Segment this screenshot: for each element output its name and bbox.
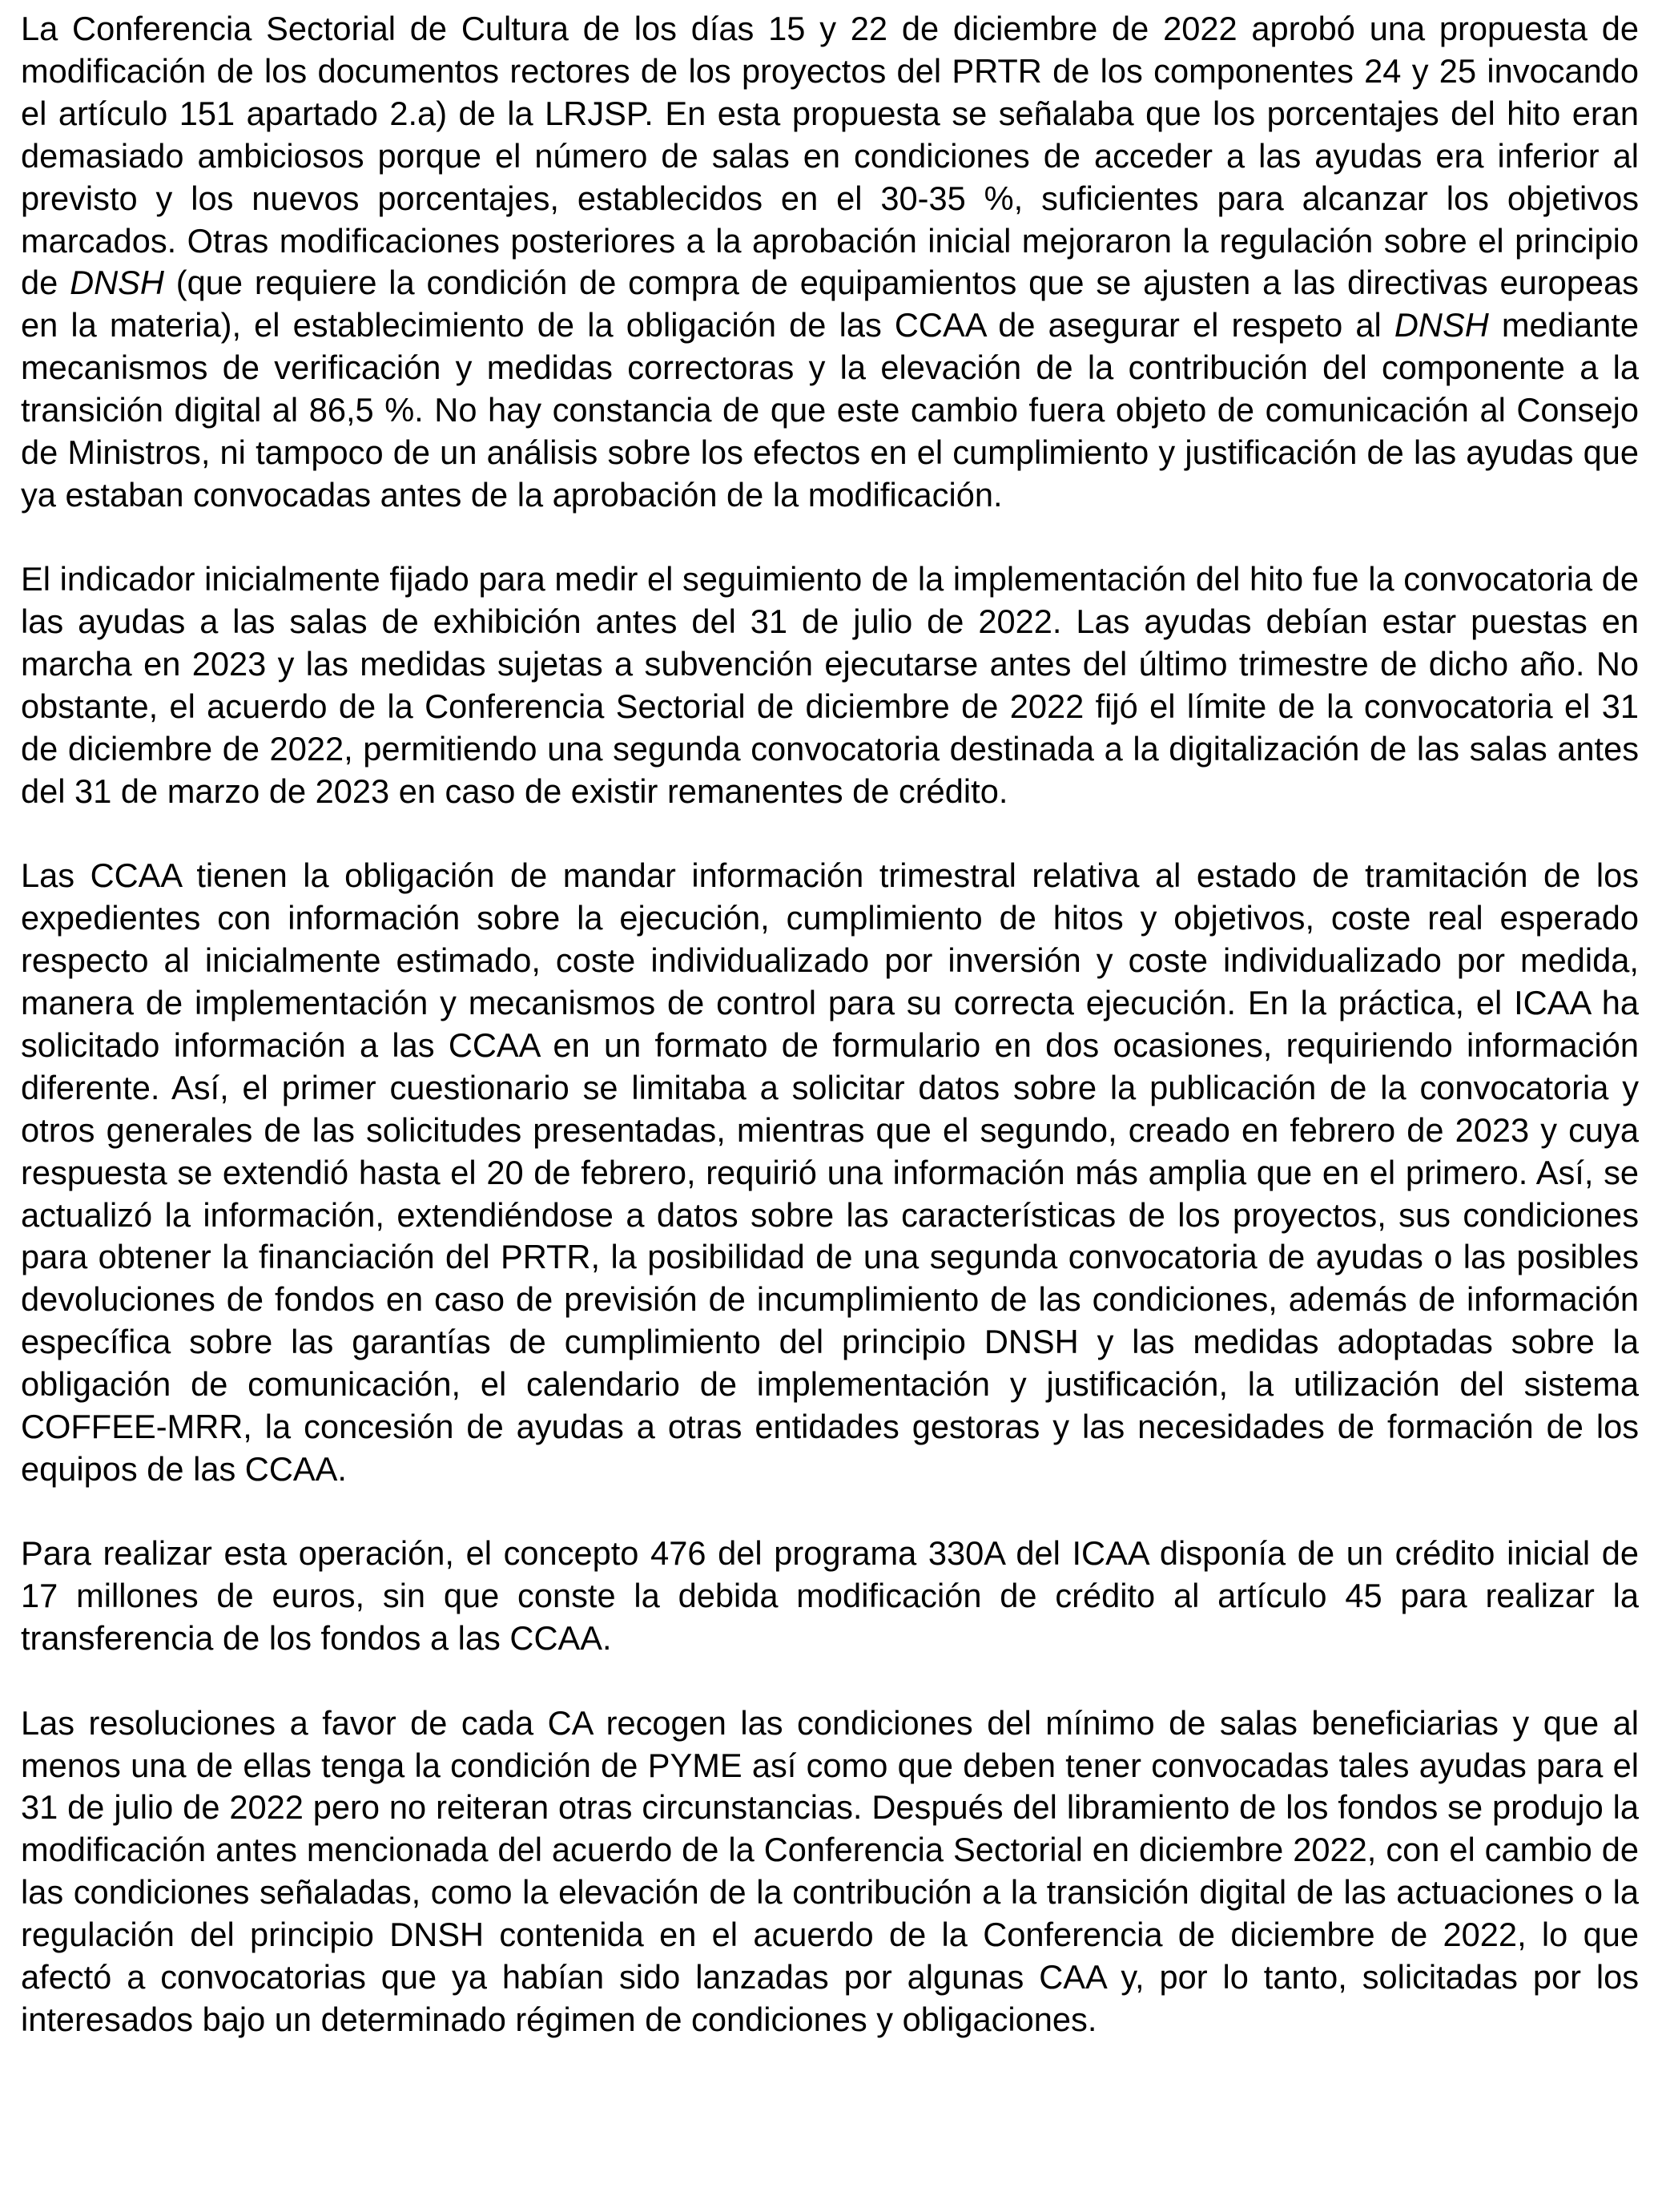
text-segment: La Conferencia Sectorial de Cultura de los días 15 y 22 de diciembre de 2022 aprobó una propuesta de modificación de los documentos rectores de los proyectos del PRTR de los componentes 24 y 25 invocando el artículo 151 apartado 2.a) de la LRJSP. En esta propuesta se señalaba que los porcentajes del hito eran demasiado ambiciosos porque el número de salas en condiciones de acceder a las ayudas era inferior al previsto y los nuevos porcentajes, establecidos en el 30-35 %, suficientes para alcanzar los objetivos marcados. Otras modificaciones posteriores a la aprobación inicial mejoraron la regulación sobre el principio de [21,10,1639,302]
paragraph-credito [21,1533,1639,1660]
paragraph-indicador [21,558,1639,812]
paragraph-conferencia-sectorial [21,8,1639,517]
paragraph-resoluciones [21,1702,1639,2041]
text-segment-italic: DNSH [1394,306,1489,344]
text-segment-italic: DNSH [70,264,164,302]
document-page [21,8,1639,2041]
paragraph-obligacion-ccaa [21,855,1639,1491]
text-segment: Para realizar esta operación, el concepto 476 del programa 330A del ICAA disponía de un crédito inicial de 17 millones de euros, sin que conste la debida modificación de crédito al artículo 45 para realizar la transferencia de los fondos a las CCAA. [21,1534,1639,1658]
text-segment: (que requiere la condición de compra de equipamientos que se ajusten a las directivas europeas en la materia), el establecimiento de la obligación de las CCAA de asegurar el respeto al [21,264,1639,344]
text-segment: Las CCAA tienen la obligación de mandar información trimestral relativa al estado de tramitación de los expedientes con información sobre la ejecución, cumplimiento de hitos y objetivos, coste real esperado respecto al inicialmente estimado, coste individualizado por inversión y coste individualizado por medida, manera de implementación y mecanismos de control para su correcta ejecución. En la práctica, el ICAA ha solicitado información a las CCAA en un formato de formulario en dos ocasiones, requiriendo información diferente. Así, el primer cuestionario se limitaba a solicitar datos sobre la publicación de la convocatoria y otros generales de las solicitudes presentadas, mientras que el segundo, creado en febrero de 2023 y cuya respuesta se extendió hasta el 20 de febrero, requirió una información más amplia que en el primero. Así, se actualizó la información, extendiéndose a datos sobre las características de los proyectos, sus condiciones para obtener la financiación del PRTR, la posibilidad de una segunda convocatoria de ayudas o las posibles devoluciones de fondos en caso de previsión de incumplimiento de las condiciones, además de información específica sobre las garantías de cumplimiento del principio DNSH y las medidas adoptadas sobre la obligación de comunicación, el calendario de implementación y justificación, la utilización del sistema COFFEE-MRR, la concesión de ayudas a otras entidades gestoras y las necesidades de formación de los equipos de las CCAA. [21,856,1639,1488]
text-segment: Las resoluciones a favor de cada CA recogen las condiciones del mínimo de salas beneficiarias y que al menos una de ellas tenga la condición de PYME así como que deben tener convocadas tales ayudas para el 31 de julio de 2022 pero no reiteran otras circunstancias. Después del libramiento de los fondos se produjo la modificación antes mencionada del acuerdo de la Conferencia Sectorial en diciembre 2022, con el cambio de las condiciones señaladas, como la elevación de la contribución a la transición digital de las actuaciones o la regulación del principio DNSH contenida en el acuerdo de la Conferencia de diciembre de 2022, lo que afectó a convocatorias que ya habían sido lanzadas por algunas CAA y, por lo tanto, solicitadas por los interesados bajo un determinado régimen de condiciones y obligaciones. [21,1703,1639,2038]
text-segment: El indicador inicialmente fijado para medir el seguimiento de la implementación del hito fue la convocatoria de las ayudas a las salas de exhibición antes del 31 de julio de 2022. Las ayudas debían estar puestas en marcha en 2023 y las medidas sujetas a subvención ejecutarse antes del último trimestre de dicho año. No obstante, el acuerdo de la Conferencia Sectorial de diciembre de 2022 fijó el límite de la convocatoria el 31 de diciembre de 2022, permitiendo una segunda convocatoria destinada a la digitalización de las salas antes del 31 de marzo de 2023 en caso de existir remanentes de crédito. [21,560,1639,810]
text-segment: mediante mecanismos de verificación y medidas correctoras y la elevación de la contribución del componente a la transición digital al 86,5 %. No hay constancia de que este cambio fuera objeto de comunicación al Consejo de Ministros, ni tampoco de un análisis sobre los efectos en el cumplimiento y justificación de las ayudas que ya estaban convocadas antes de la aprobación de la modificación. [21,306,1639,514]
